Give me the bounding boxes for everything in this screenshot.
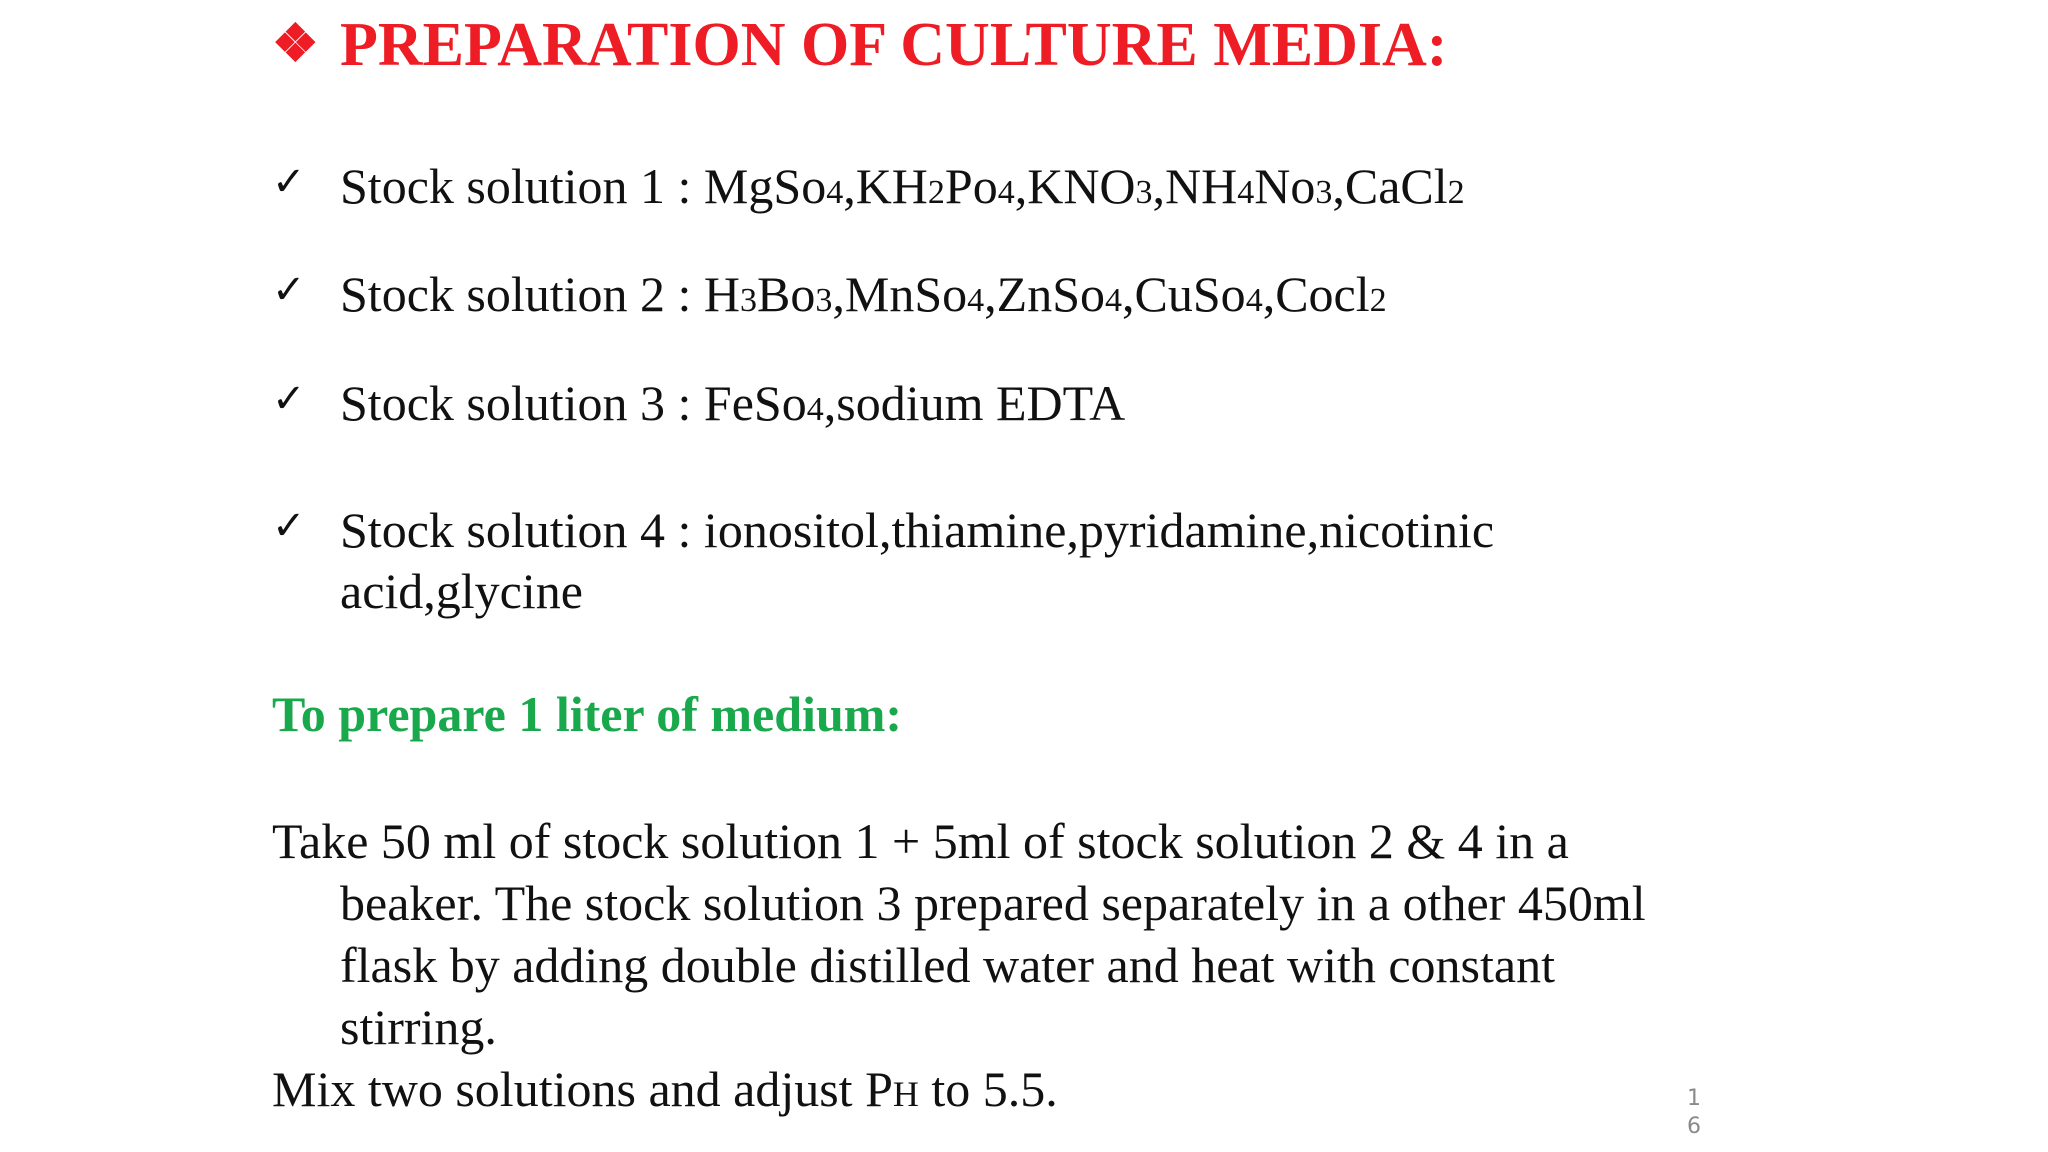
checkmark-icon: ✓ <box>272 267 306 313</box>
stock-solution-label: Stock solution 1 : <box>340 158 692 214</box>
stock-solution-label: Stock solution 4 : <box>340 502 692 558</box>
stock-solution-text-3 <box>340 373 1125 440</box>
checkmark-icon: ✓ <box>272 376 306 422</box>
procedure-line-ph: Mix two solutions and adjust PH to 5.5. <box>272 1061 1058 1117</box>
stock-solution-label: Stock solution 3 : <box>340 375 692 431</box>
stock-solution-label: Stock solution 2 : <box>340 266 692 322</box>
page-number-text: 16 <box>1687 1086 1701 1139</box>
stock-solution-text-4 <box>340 500 1540 622</box>
stock-solution-content: FeSo4,sodium EDTA <box>703 375 1126 431</box>
procedure-line: beaker. The stock solution 3 prepared separately in a other 450ml <box>340 875 1646 931</box>
checkmark-icon: ✓ <box>272 159 306 205</box>
procedure-heading: To prepare 1 liter of medium: <box>272 686 903 742</box>
slide-title-text: PREPARATION OF CULTURE MEDIA: <box>340 11 1448 79</box>
stock-solution-text-2 <box>340 264 1387 331</box>
procedure-line: flask by adding double distilled water and heat with constant <box>340 937 1555 993</box>
procedure-paragraph <box>272 810 1732 1125</box>
stock-solution-content: MgSo4,KH2Po4,KNO3,NH4No3,CaCl2 <box>703 158 1465 214</box>
procedure-line: Take 50 ml of stock solution 1 + 5ml of stock solution 2 & 4 in a <box>272 813 1569 869</box>
stock-solution-text-1 <box>340 156 1465 223</box>
stock-solution-content: H3Bo3,MnSo4,ZnSo4,CuSo4,Cocl2 <box>703 266 1387 322</box>
stock-solution-content: ionositol,thiamine,pyridamine,nicotinic acid,glycine <box>340 502 1495 619</box>
page-number <box>1684 1085 1704 1141</box>
checkmark-icon: ✓ <box>272 503 306 549</box>
procedure-line: stirring. <box>340 999 497 1055</box>
diamond-bullet-icon: ❖ <box>272 16 319 73</box>
slide-title <box>272 8 1447 82</box>
